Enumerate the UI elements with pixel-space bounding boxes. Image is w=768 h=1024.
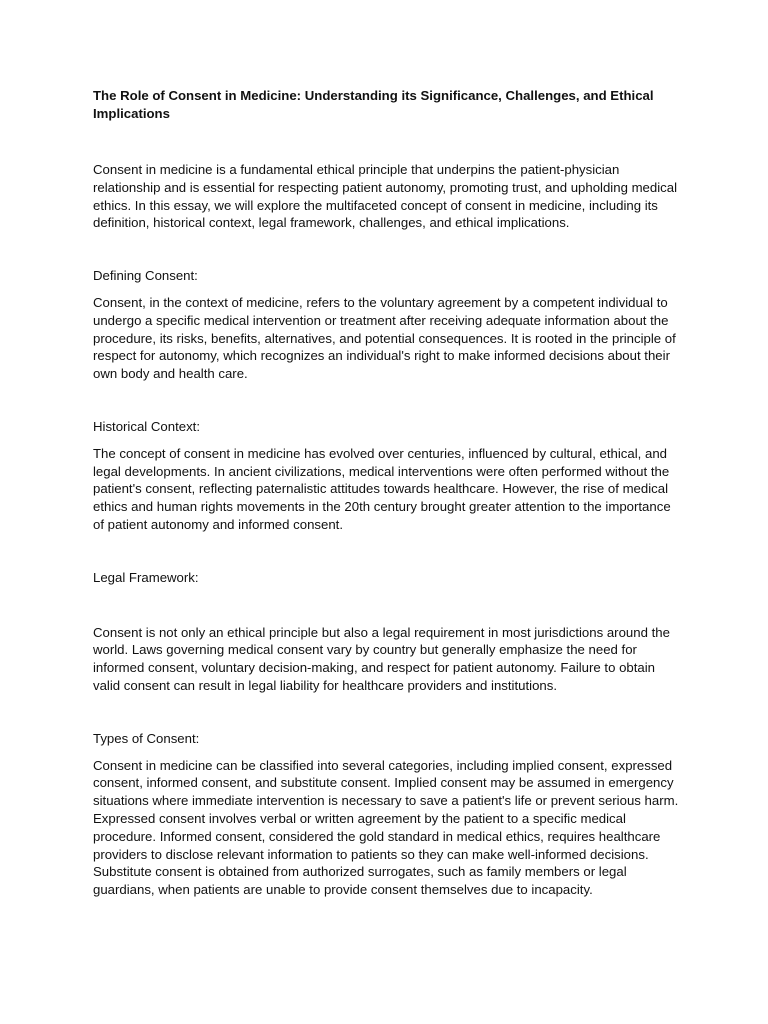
section-body-legal-framework: Consent is not only an ethical principle but also a legal requirement in most jurisdictions around the world. Laws governing medical consent vary by country but generally emphasize the need for informed consent, voluntary decision-making, and respect for patient autonomy. Failure to obtain valid consent can result in legal liability for healthcare providers and institutions. [93, 624, 670, 693]
document-title: The Role of Consent in Medicine: Understanding its Significance, Challenges, and Ethical Implications [93, 88, 654, 121]
section-heading-legal-framework: Legal Framework: [93, 569, 199, 585]
section-body-types-of-consent: Consent in medicine can be classified into several categories, including implied consent, expressed consent, informed consent, and substitute consent. Implied consent may be assumed in emergency situations where immediate intervention is necessary to save a patient's life or prevent serious harm. Expressed consent involves verbal or written agreement by the patient to a specific medical procedure. Informed consent, considered the gold standard in medical ethics, requires healthcare providers to disclose relevant information to patients so they can make well-informed decisions. Substitute consent is obtained from authorized surrogates, such as family members or legal guardians, when patients are unable to provide consent themselves due to incapacity. [93, 757, 679, 898]
section-heading-historical-context: Historical Context: [93, 418, 201, 434]
section-body-defining-consent: Consent, in the context of medicine, refers to the voluntary agreement by a competent individual to undergo a specific medical intervention or treatment after receiving adequate information about the procedure, its risks, benefits, alternatives, and potential consequences. It is rooted in the principle of respect for autonomy, which recognizes an individual's right to make informed decisions about their own body and health care. [93, 294, 676, 382]
intro-paragraph: Consent in medicine is a fundamental ethical principle that underpins the patient-physician relationship and is essential for respecting patient autonomy, promoting trust, and upholding medical ethics. In this essay, we will explore the multifaceted concept of consent in medicine, including its definition, historical context, legal framework, challenges, and ethical implications. [93, 162, 678, 231]
document-content [93, 87, 683, 899]
section-heading-defining-consent: Defining Consent: [93, 268, 198, 284]
section-heading-types-of-consent: Types of Consent: [93, 730, 200, 746]
section-body-historical-context: The concept of consent in medicine has evolved over centuries, influenced by cultural, ethical, and legal developments. In ancient civilizations, medical interventions were often performed without the patient's consent, reflecting paternalistic attitudes towards healthcare. However, the rise of medical ethics and human rights movements in the 20th century brought greater attention to the importance of patient autonomy and informed consent. [93, 445, 671, 532]
